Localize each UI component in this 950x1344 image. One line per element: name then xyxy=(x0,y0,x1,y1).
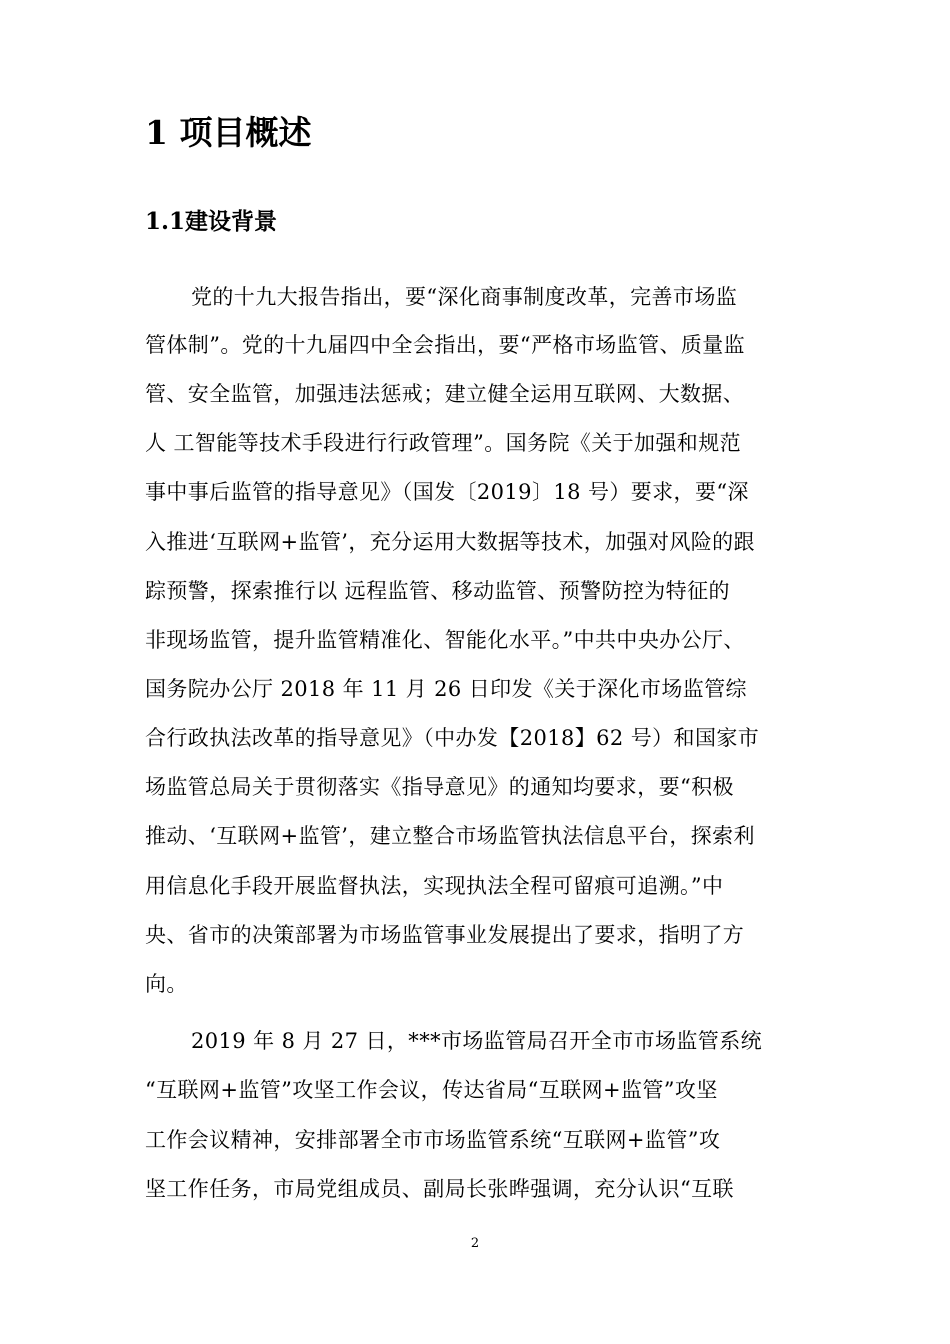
body-line: 工作会议精神，安排部署全市市场监管系统“互联网+监管”攻 xyxy=(145,1128,721,1152)
body-line: 合行政执法改革的指导意见》（中办发【2018】62 号）和国家市 xyxy=(145,726,760,750)
body-line: 向。 xyxy=(145,972,188,996)
body-line: 管体制”。党的十九届四中全会指出，要“严格市场监管、质量监 xyxy=(145,333,746,357)
body-line: “互联网+监管”攻坚工作会议，传达省局“互联网+监管”攻坚 xyxy=(145,1078,718,1102)
body-line: 踪预警，探索推行以 远程监管、移动监管、预警防控为特征的 xyxy=(145,579,730,603)
body-line: 事中事后监管的指导意见》（国发〔2019〕18 号）要求，要“深 xyxy=(145,480,749,504)
body-line: 2019 年 8 月 27 日，***市场监管局召开全市市场监管系统 xyxy=(191,1029,763,1053)
body-line: 用信息化手段开展监督执法，实现执法全程可留痕可追溯。”中 xyxy=(145,874,724,898)
body-line: 非现场监管，提升监管精准化、智能化水平。”中共中央办公厅、 xyxy=(145,628,745,652)
body-line: 管、安全监管，加强违法惩戒；建立健全运用互联网、大数据、 xyxy=(145,382,745,406)
body-line: 入推进‘互联网+监管’，充分运用大数据等技术，加强对风险的跟 xyxy=(145,530,755,554)
body-line: 坚工作任务，市局党组成员、副局长张晔强调，充分认识“互联 xyxy=(145,1177,734,1201)
body-line: 国务院办公厅 2018 年 11 月 26 日印发《关于深化市场监管综 xyxy=(145,677,747,701)
chapter-heading: 1 项目概述 xyxy=(145,113,312,152)
section-heading: 1.1建设背景 xyxy=(145,208,278,235)
body-line: 推动、‘互联网+监管’，建立整合市场监管执法信息平台，探索利 xyxy=(145,824,755,848)
page-number: 2 xyxy=(470,1236,480,1251)
body-line: 党的十九大报告指出，要“深化商事制度改革，完善市场监 xyxy=(191,285,738,309)
body-line: 人 工智能等技术手段进行行政管理”。国务院《关于加强和规范 xyxy=(145,431,742,455)
body-line: 场监管总局关于贯彻落实《指导意见》的通知均要求，要“积极 xyxy=(145,775,734,799)
body-line: 央、省市的决策部署为市场监管事业发展提出了要求，指明了方 xyxy=(145,923,745,947)
